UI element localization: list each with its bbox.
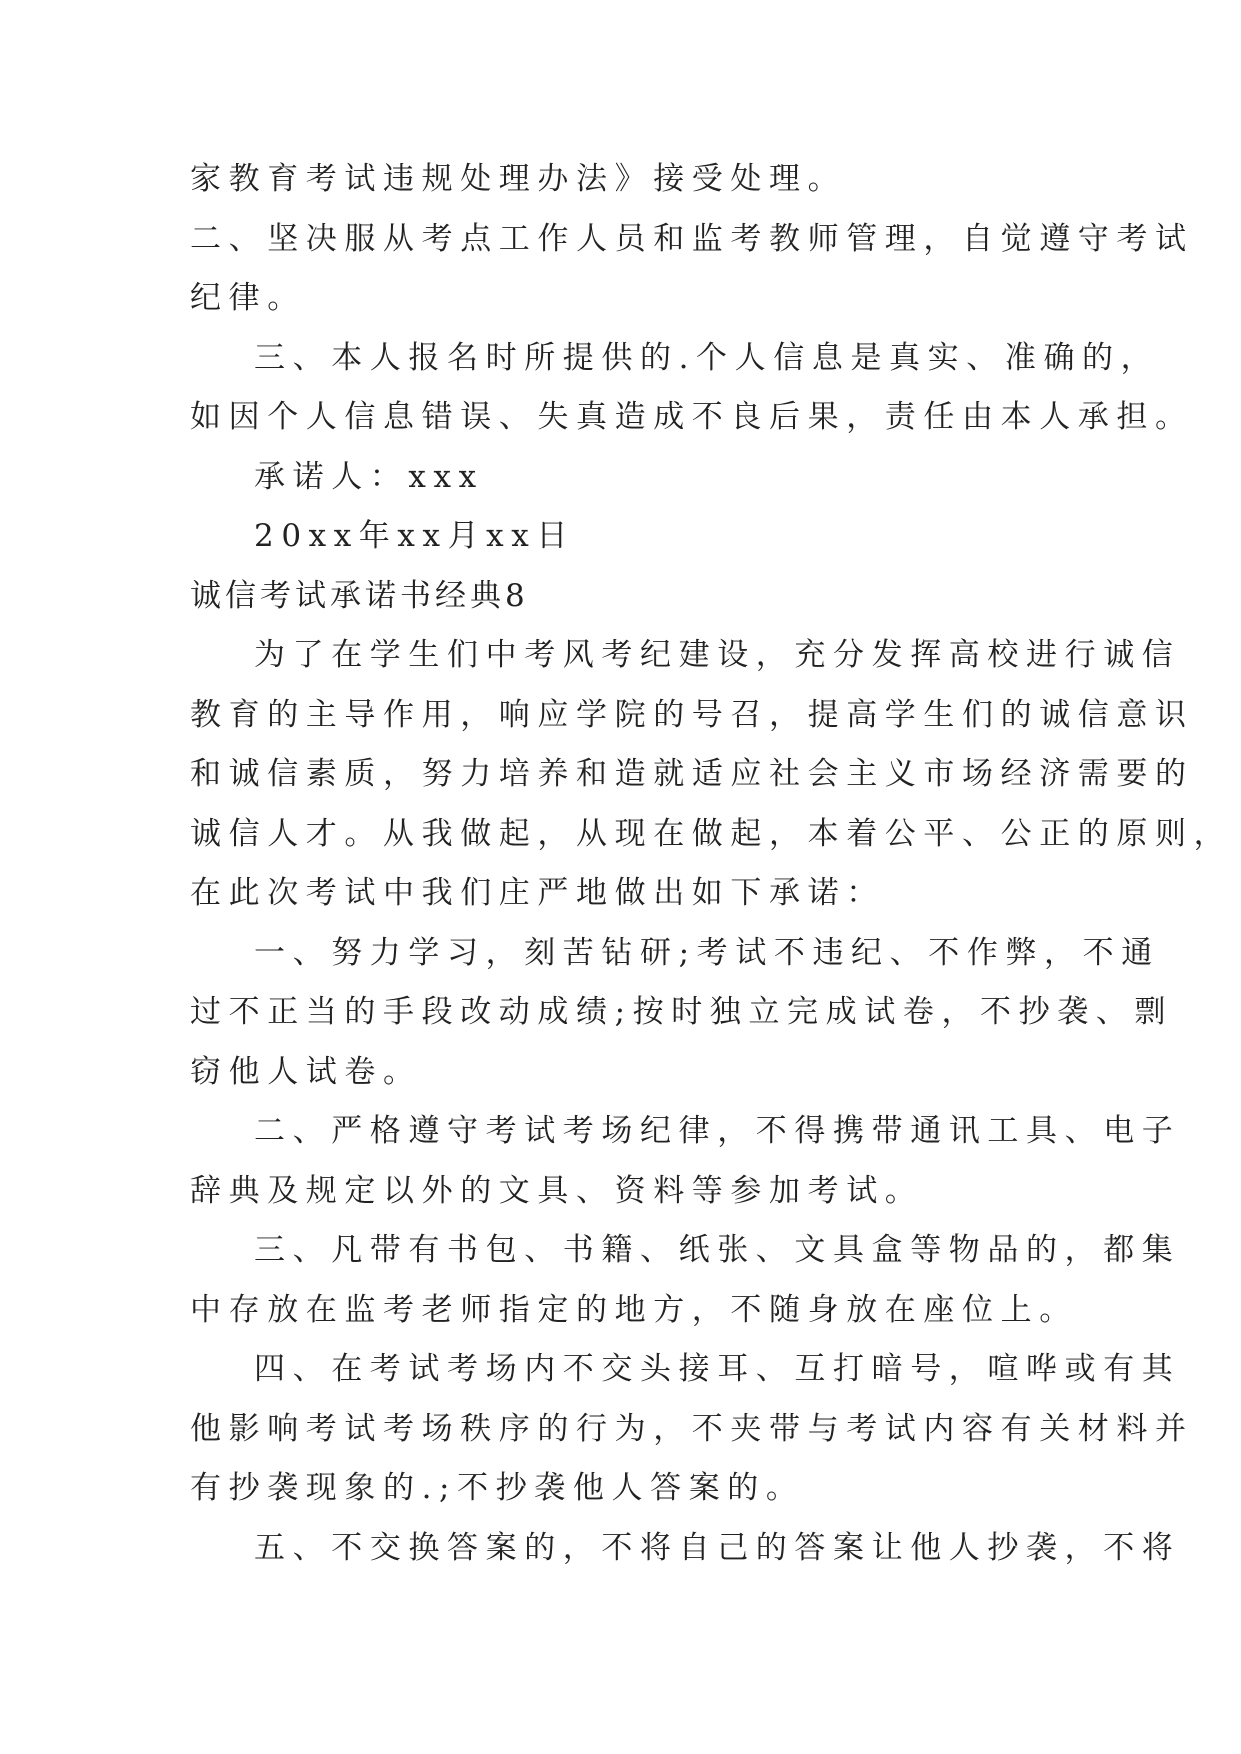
text-line: 如因个人信息错误、失真造成不良后果，责任由本人承担。 (190, 399, 1194, 435)
text-line: 诚信人才。从我做起，从现在做起，本着公平、公正的原则， (190, 815, 1233, 852)
text-line: 窃他人试卷。 (190, 1053, 422, 1090)
text-line: 三、凡带有书包、书籍、纸张、文具盒等物品的，都集 (254, 1232, 1181, 1268)
text-line: 一、努力学习，刻苦钻研;考试不违纪、不作弊，不通 (254, 934, 1160, 971)
text-line: 二、坚决服从考点工作人员和监考教师管理，自觉遵守考试 (190, 220, 1194, 257)
text-line: 他影响考试考场秩序的行为，不夹带与考试内容有关材料并 (190, 1410, 1194, 1447)
text-line: 三、本人报名时所提供的.个人信息是真实、准确的， (254, 339, 1160, 376)
text-line: 五、不交换答案的，不将自己的答案让他人抄袭，不将 (254, 1529, 1181, 1566)
text-line: 承诺人：xxx (254, 458, 484, 495)
text-line: 20xx年xx月xx日 (254, 518, 575, 554)
text-line: 有抄袭现象的.;不抄袭他人答案的。 (190, 1470, 805, 1506)
text-line: 二、严格遵守考试考场纪律，不得携带通讯工具、电子 (254, 1113, 1181, 1149)
text-line: 辞典及规定以外的文具、资料等参加考试。 (190, 1172, 924, 1209)
document-body (190, 150, 1233, 1578)
text-line: 在此次考试中我们庄严地做出如下承诺： (190, 875, 885, 911)
section-heading: 诚信考试承诺书经典8 (190, 577, 529, 614)
text-line: 四、在考试考场内不交头接耳、互打暗号，喧哗或有其 (254, 1351, 1181, 1387)
text-line: 教育的主导作用，响应学院的号召，提高学生们的诚信意识 (190, 696, 1194, 733)
text-line: 为了在学生们中考风考纪建设，充分发挥高校进行诚信 (254, 637, 1181, 673)
text-line: 家教育考试违规处理办法》接受处理。 (190, 161, 847, 197)
text-line: 和诚信素质，努力培养和造就适应社会主义市场经济需要的 (190, 756, 1194, 792)
text-line: 纪律。 (190, 280, 306, 316)
text-line: 过不正当的手段改动成绩;按时独立完成试卷，不抄袭、剽 (190, 994, 1174, 1030)
text-line: 中存放在监考老师指定的地方，不随身放在座位上。 (190, 1291, 1078, 1328)
